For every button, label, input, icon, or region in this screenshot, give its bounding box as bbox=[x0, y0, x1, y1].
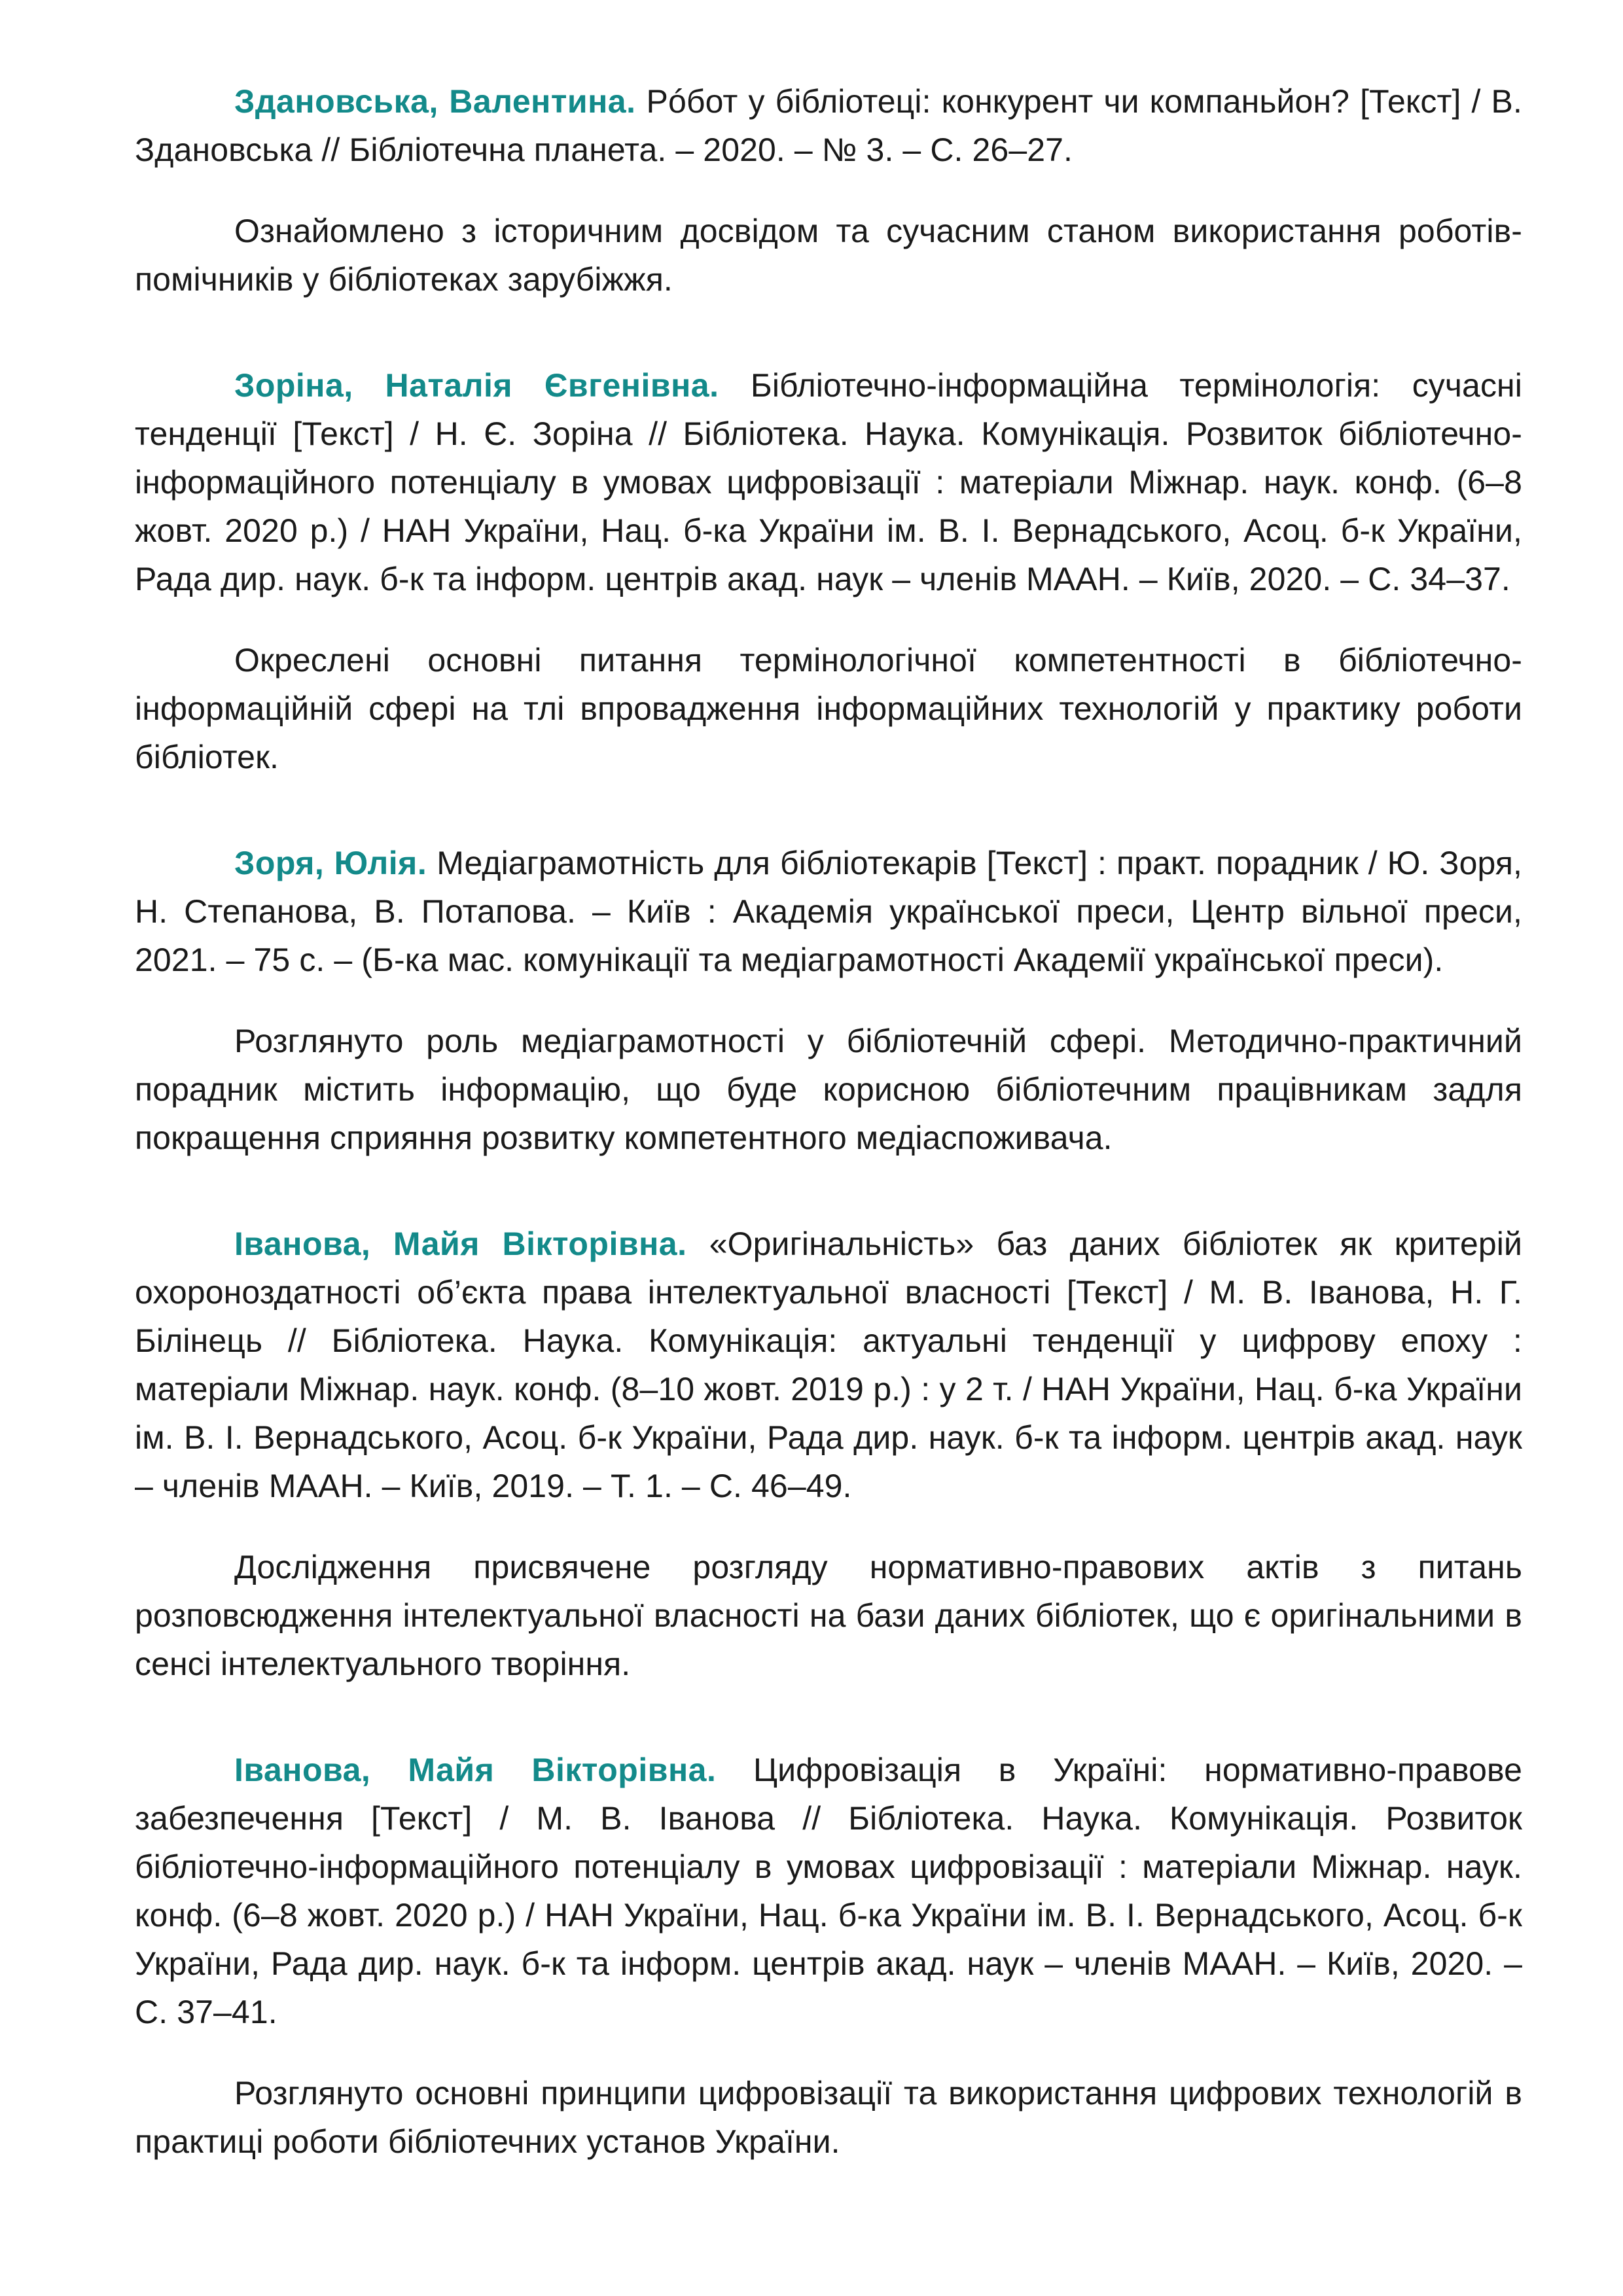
author-name: Іванова, Майя Вікторівна. bbox=[234, 1226, 687, 1262]
bibliography-entry bbox=[135, 1746, 1522, 2166]
citation-text: Бібліотечно-інформаційна термінологія: сучасні тенденції [Текст] / Н. Є. Зоріна // Бібліотека. Наука. Комунікація. Розвиток бібліотечно-інформаційного потенціалу в умовах цифровізації : матеріали Міжнар. наук. конф. (6–8 жовт. 2020 р.) / НАН України, Нац. б-ка України ім. В. І. Вернадського, Асоц. б-к України, Рада дир. наук. б-к та інформ. центрів акад. наук – членів МААН. – Київ, 2020. – С. 34–37. bbox=[135, 367, 1522, 597]
author-name: Зоря, Юлія. bbox=[234, 845, 427, 881]
author-name: Зоріна, Наталія Євгенівна. bbox=[234, 367, 719, 404]
citation-paragraph bbox=[135, 1746, 1522, 2036]
bibliography-entry bbox=[135, 839, 1522, 1162]
citation-text: Медіаграмотність для бібліотекарів [Текст] : практ. порадник / Ю. Зоря, Н. Степанова, В. Потапова. – Київ : Академія української преси, Центр вільної преси, 2021. – 75 с. – (Б-ка мас. комунікації та медіаграмотності Академії української преси). bbox=[135, 845, 1522, 978]
citation-paragraph bbox=[135, 1220, 1522, 1510]
author-name: Здановська, Валентина. bbox=[234, 83, 636, 120]
author-name: Іванова, Майя Вікторівна. bbox=[234, 1752, 717, 1788]
citation-text: Цифровізація в Україні: нормативно-правове забезпечення [Текст] / М. В. Іванова // Бібліотека. Наука. Комунікація. Розвиток бібліотечно-інформаційного потенціалу в умовах цифровізації : матеріали Міжнар. наук. конф. (6–8 жовт. 2020 р.) / НАН України, Нац. б-ка України ім. В. І. Вернадського, Асоц. б-к України, Рада дир. наук. б-к та інформ. центрів акад. наук – членів МААН. – Київ, 2020. – С. 37–41. bbox=[135, 1752, 1522, 2030]
citation-paragraph bbox=[135, 361, 1522, 603]
citation-text: Рóбот у бібліотеці: конкурент чи компаньйон? [Текст] / В. Здановська // Бібліотечна планета. – 2020. – № 3. – С. 26–27. bbox=[135, 83, 1522, 168]
annotation-paragraph: Дослідження присвячене розгляду нормативно-правових актів з питань розповсюдження інтелектуальної власності на бази даних бібліотек, що є оригінальними в сенсі інтелектуального творіння. bbox=[135, 1549, 1522, 1682]
citation-text: «Оригінальність» баз даних бібліотек як критерій охороноздатності об’єкта права інтелектуальної власності [Текст] / М. В. Іванова, Н. Г. Білінець // Бібліотека. Наука. Комунікація: актуальні тенденції у цифрову епоху : матеріали Міжнар. наук. конф. (8–10 жовт. 2019 р.) : у 2 т. / НАН України, Нац. б-ка України ім. В. І. Вернадського, Асоц. б-к України, Рада дир. наук. б-к та інформ. центрів акад. наук – членів МААН. – Київ, 2019. – Т. 1. – С. 46–49. bbox=[135, 1226, 1522, 1504]
citation-paragraph bbox=[135, 839, 1522, 984]
citation-paragraph bbox=[135, 77, 1522, 174]
annotation-paragraph: Ознайомлено з історичним досвідом та сучасним станом використання роботів-помічників у бібліотеках зарубіжжя. bbox=[135, 213, 1522, 298]
bibliography-entry bbox=[135, 77, 1522, 304]
document-page bbox=[135, 77, 1522, 2223]
annotation-paragraph: Розглянуто роль медіаграмотності у бібліотечній сфері. Методично-практичний порадник містить інформацію, що буде корисною бібліотечним працівникам задля покращення сприяння розвитку компетентного медіаспоживача. bbox=[135, 1023, 1522, 1156]
bibliography-entry bbox=[135, 1220, 1522, 1688]
annotation-paragraph: Окреслені основні питання термінологічної компетентності в бібліотечно-інформаційній сфері на тлі впровадження інформаційних технологій у практику роботи бібліотек. bbox=[135, 642, 1522, 775]
annotation-paragraph: Розглянуто основні принципи цифровізації та використання цифрових технологій в практиці роботи бібліотечних установ України. bbox=[135, 2075, 1522, 2160]
bibliography-entry bbox=[135, 361, 1522, 781]
